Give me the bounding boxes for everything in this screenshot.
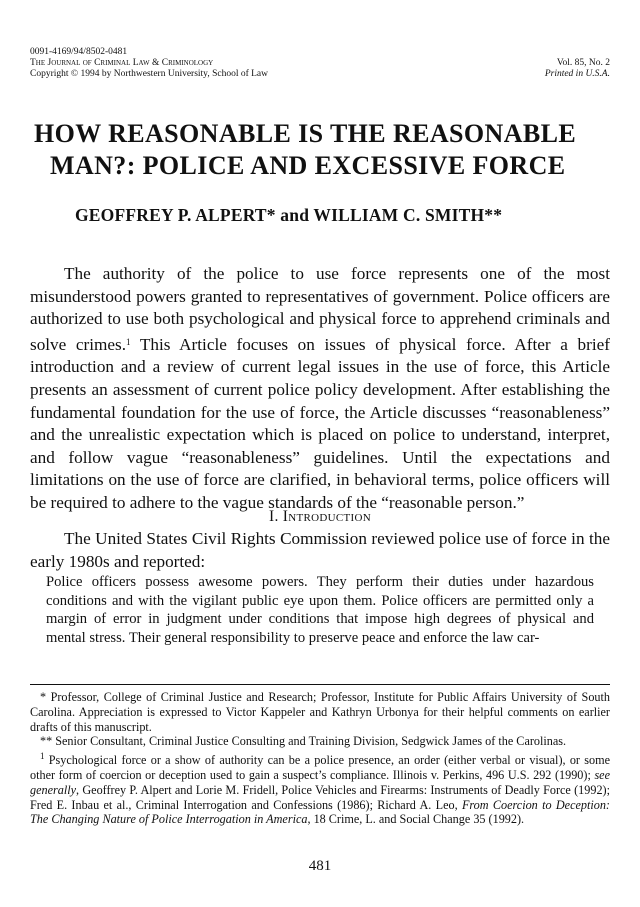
abstract-text-1: The authority of the police to use force represents one of the most misunderstood powers granted to representatives of government. Police officers are authorized to use both psychological and physical force to apprehend criminals and solve crimes. (30, 264, 610, 354)
footnote-ref-1: 1 (126, 336, 131, 347)
footnote-1-text-b: , Geoffrey P. Alpert and Lorie M. Fridell, Police Vehicles and Firearms: Instruments of Deadly Force (1992); Fred E. Inbau et al., Criminal Interrogation and Confessions (1986); Richard A. Leo, (30, 782, 610, 812)
footnote-1-text-a: Psychological force or a show of authority can be a police presence, an order (either verbal or visual), or some other form of coercion or deception used to gain a suspect’s compliance. Illinois v. Perkins, 496 U.S. 292 (1990); (30, 753, 610, 782)
footnote-divider (30, 684, 610, 685)
volume-info: Vol. 85, No. 2 (556, 58, 610, 68)
footnote-author-2: ** Senior Consultant, Criminal Justice Consulting and Training Division, Sedgwick James of the Carolinas. (40, 734, 567, 749)
footnote-1-number: 1 (40, 751, 45, 762)
footnote-1-article-title: From Coercion to Deception: The Changing Nature of Police Interrogation in America (30, 797, 610, 827)
article-title (30, 118, 610, 182)
intro-paragraph: The United States Civil Rights Commission reviewed police use of force in the early 1980s and reported: (30, 529, 610, 571)
section-heading: I. Introduction (268, 508, 371, 525)
footnotes (30, 690, 610, 827)
printed-in: Printed in U.S.A. (544, 69, 610, 79)
block-quote: Police officers possess awesome powers. They perform their duties under hazardous conditions and with the vigilant public eye upon them. Police officers are permitted only a margin of error in judgment under conditions that impose high degrees of physical and mental stress. Their general responsibility to preserve peace and enforce the law car- (46, 574, 594, 646)
page-number: 481 (308, 858, 332, 874)
copyright-line: Copyright © 1994 by Northwestern University, School of Law (30, 69, 269, 79)
title-line-1: HOW REASONABLE IS THE REASONABLE (34, 119, 577, 148)
abstract-paragraph (30, 263, 610, 515)
author-line: GEOFFREY P. ALPERT* and WILLIAM C. SMITH** (75, 205, 503, 225)
title-line-2: MAN?: POLICE AND EXCESSIVE FORCE (50, 151, 566, 180)
journal-header (30, 47, 610, 80)
abstract-text-2: This Article focuses on issues of physical force. After a brief introduction and a review of current legal issues in the use of force, this Article presents an assessment of current police policy development. After establishing the fundamental foundation for the use of force, the Article discusses “reasonableness” and the unrealistic expectation which is placed on police to understand, interpret, and follow vague “reasonableness” guidelines. Until the expectations and limitations on the use of force are clarified, in behavioral terms, police officers will be required to adhere to the vague standards of the “reasonable person.” (30, 334, 610, 512)
footnote-author-1: * Professor, College of Criminal Justice and Research; Professor, Institute for Public Affairs University of South Carolina. Appreciation is expressed to Victor Kappeler and Kathryn Urbonya for their helpful comments on earlier drafts of this manuscript. (30, 690, 610, 734)
issn-code: 0091-4169/94/8502-0481 (30, 47, 128, 57)
journal-name: The Journal of Criminal Law & Criminology (30, 58, 214, 68)
footnote-1 (30, 749, 610, 827)
footnote-1-text-c: , 18 Crime, L. and Social Change 35 (1992). (307, 812, 525, 827)
footnote-1-signal: see generally (30, 767, 610, 797)
